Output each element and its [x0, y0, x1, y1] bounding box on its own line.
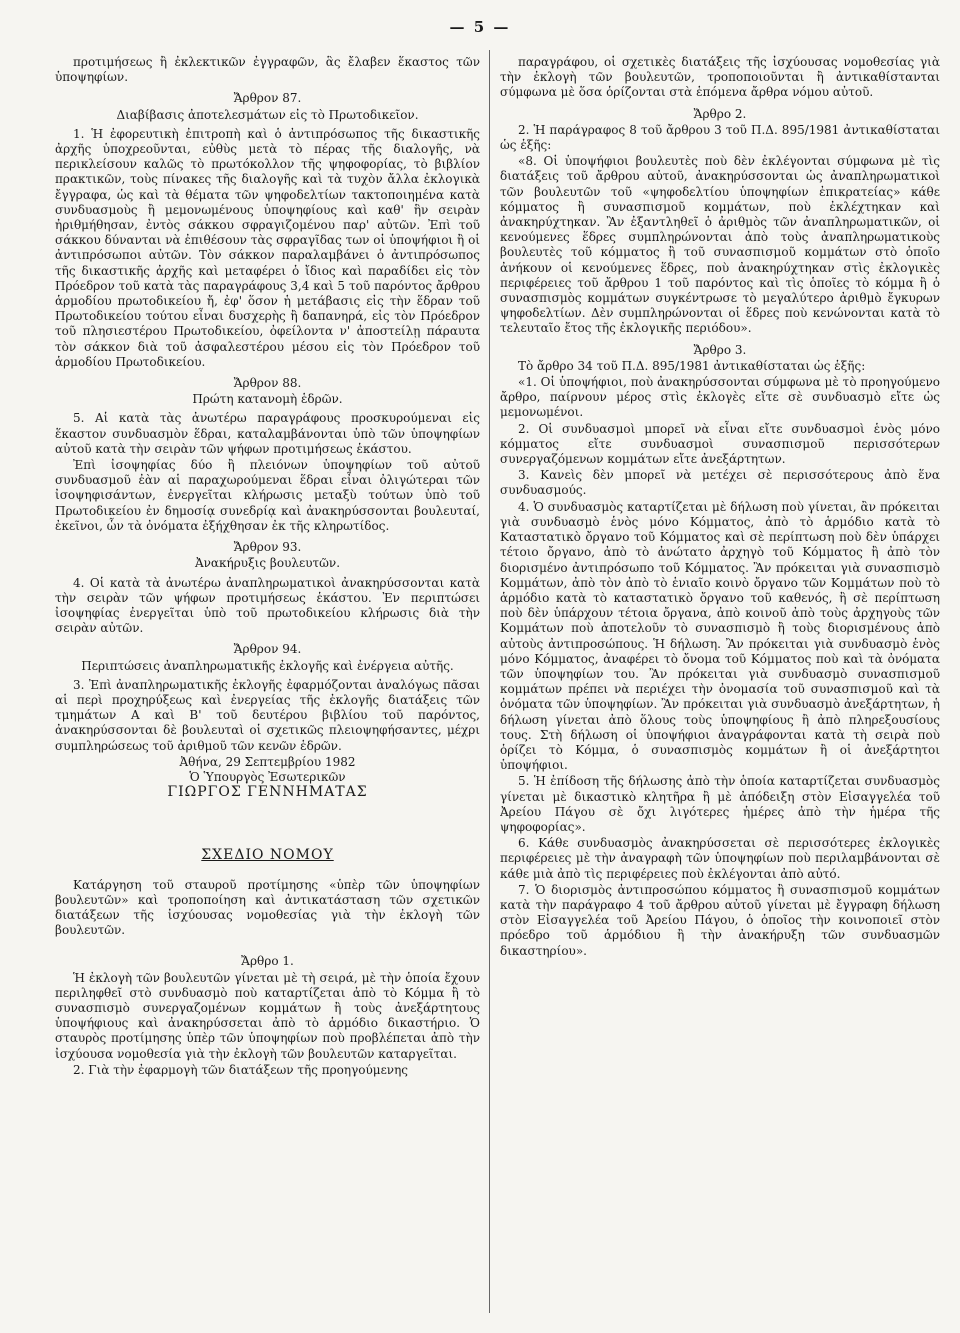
- bill-article-1-paragraph-2: 2. Γιὰ τὴν ἐφαρμογὴ τῶν διατάξεων τῆς προηγούμενης: [73, 1062, 409, 1077]
- left-paragraph: 5. Αἱ κατὰ τὰς ἀνωτέρω παραγράφους προσκυρούμεναι εἰς ἕκαστον συνδυασμὸν ἕδραι, καταλαμβάνονται ὑπὸ τῶν ὑποψηφίων αὐτοῦ κατὰ τὴν σειρὰν τῶν ψήφων προτιμήσεως ἑκάστου.: [55, 411, 480, 456]
- right-paragraph: 2. Ἡ παράγραφος 8 τοῦ ἄρθρου 3 τοῦ Π.Δ. 895/1981 ἀντικαθίσταται ὡς ἑξῆς:: [500, 122, 940, 153]
- right-column: [500, 55, 940, 1318]
- right-article-heading: Ἄρθρο 2.: [693, 106, 747, 121]
- right-paragraph: 2. Οἱ συνδυασμοὶ μπορεῖ νὰ εἶναι εἴτε συνδυασμοὶ ἑνὸς μόνο κόμματος εἴτε συνδυασμοὶ συνασπισμοῦ περισσότερων συνεργαζόμενων κομμάτων εἴτε ἀνεξάρτητων.: [500, 421, 940, 467]
- left-article-subtitle: Πρώτη κατανομὴ ἑδρῶν.: [192, 392, 343, 407]
- right-paragraph: 6. Κάθε συνδυασμὸς ἀνακηρύσσεται σὲ περισσότερες ἐκλογικὲς περιφέρειες μὲ τὴν ἀναγραφὴ τῶν ὑποψηφίων ποὺ περιλαμβάνονται σὲ κάθε μιὰ ἀπὸ τὶς περιφέρειες ποὺ ἐκλέγονται ἀπὸ αὐτό.: [500, 836, 940, 881]
- left-article-subtitle: Περιπτώσεις ἀναπληρωματικῆς ἐκλογῆς καὶ ἐνέργεια αὐτῆς.: [81, 658, 454, 673]
- bill-article-1-heading: Ἄρθρο 1.: [241, 954, 294, 969]
- left-article-heading: Ἄρθρον 87.: [233, 91, 302, 106]
- right-paragraph: 5. Ἡ ἐπίδοση τῆς δήλωσης ἀπὸ τὴν ὁποία καταρτίζεται συνδυασμὸς γίνεται μὲ δικαστικὸ κλητῆρα ἢ μὲ ἀπόδειξη στὸν Εἰσαγγελέα τοῦ Ἀρείου Πάγου σὲ ὄχι λιγότερες ἡμέρες ἀπὸ τὴν ἡμέρα τῆς ψηφοφορίας».: [500, 774, 940, 834]
- left-paragraph: 4. Οἱ κατὰ τὰ ἀνωτέρω ἀναπληρωματικοὶ ἀνακηρύσσονται κατὰ τὴν σειρὰν τῶν ψήφων προτιμήσεως ἑκάστου. Ἐν περιπτώσει ἰσοψηφίας ἐνεργεῖται ὑπὸ τοῦ πρωτοδικείου κλήρωσις διὰ τὴν σειρὰν αὐτῶν.: [55, 575, 480, 636]
- left-column-body: [55, 55, 480, 754]
- left-paragraph: προτιμήσεως ἢ ἐκλεκτικῶν ἐγγραφῶν, ἃς ἔλαβεν ἕκαστος τῶν ὑποψηφίων.: [55, 55, 480, 85]
- right-paragraph: 7. Ὁ διορισμὸς ἀντιπροσώπου κόμματος ἢ συνασπισμοῦ κομμάτων κατὰ τὴν παράγραφο 4 τοῦ ἄρθρου αὐτοῦ γίνεται μὲ ἔγγραφη δήλωση στὸν Εἰσαγγελέα τοῦ Ἀρείου Πάγου, ὁ ὁποῖος τὴν κοινοποιεῖ στὸν πρόεδρο τοῦ ἁρμόδιου ἢ τὴν ἀνακήρυξη τῶν συνδυασμῶν δικαστηρίου».: [500, 882, 940, 958]
- signature-title: Ὁ Ὑπουργὸς Ἐσωτερικῶν: [189, 769, 346, 784]
- left-paragraph: Ἐπὶ ἰσοψηφίας δύο ἢ πλειόνων ὑποψηφίων τοῦ αὐτοῦ συνδυασμοῦ ἐὰν αἱ παραχωρούμεναι ἕδραι εἶναι ὀλιγώτεραι τῶν ἰσοψηφισάντων, ἐνεργεῖται κλήρωσις μεταξὺ τούτων ὑπὸ τοῦ Πρωτοδικείου ἐν δημοσίᾳ συνεδρίᾳ καὶ ἀνακηρύσσονται βουλευταί, ἐκεῖνοι, ὧν τὰ ὀνόματα ἐξήχθησαν ἐκ τῆς κληρωτίδος.: [55, 458, 480, 533]
- right-paragraph: παραγράφου, οἱ σχετικὲς διατάξεις τῆς ἰσχύουσας νομοθεσίας γιὰ τὴν ἐκλογὴ τῶν βουλευτῶν, τροποποιοῦνται ἢ ἀντικαθίστανται σύμφωνα μὲ ὅσα ὁρίζονται στὰ ἑπόμενα ἄρθρα νόμου αὐτοῦ.: [500, 55, 940, 100]
- right-paragraph: «1. Οἱ ὑποψήφιοι, ποὺ ἀνακηρύσσονται σύμφωνα μὲ τὸ προηγούμενο ἄρθρο, παίρνουν μέρος στὶς ἐκλογὲς εἴτε σὲ συνδυασμὸ εἴτε ὡς μεμονωμένοι.: [500, 375, 940, 420]
- left-paragraph: 1. Ἡ ἐφορευτικὴ ἐπιτροπὴ καὶ ὁ ἀντιπρόσωπος τῆς δικαστικῆς ἀρχῆς ὑποχρεοῦνται, εὐθὺς μετὰ τὸ πέρας τῆς διαλογῆς, νὰ περικλείσουν καλῶς τὸ πρωτόκολλον τῆς ψηφοφορίας, τὸ βιβλίον πρακτικῶν, τοὺς πίνακες τῆς διαλογῆς καὶ τὰ τυχὸν ἄλλα ἐκλογικὰ ἔγγραφα, ὡς καὶ τὰ θέματα τῶν ψηφοδελτίων τακτοποιημένα κατὰ συνδυασμοὺς ἢ μεμονωμένους ὑποψηφίους καὶ καθ' ἣν σειρὰν ἠριθμήθησαν, ἐντὸς σάκκου σφραγιζομένου παρ' αὐτῶν. Ἐπὶ τοῦ σάκκου δύνανται νὰ ἐπιθέσουν τὰς σφραγῖδας των οἱ ὑποψήφιοι ἢ οἱ ἀντιπρόσωποι αὐτῶν. Τὸν σάκκον παραλαμβάνει ὁ ἀντιπρόσωπος τῆς δικαστικῆς ἀρχῆς καὶ μεταφέρει ὁ ἴδιος καὶ παραδίδει εἰς τὸν Πρόεδρον τοῦ κατὰ τὰς παραγράφους 3,4 καὶ 5 τοῦ παρόντος ἄρθρου ἁρμοδίου πρωτοδικείου ἤ, ἐφ' ὅσον ἡ μετάβασις εἰς τὴν ἕδραν τοῦ Πρωτοδικείου τούτου εἶναι δυσχερὴς ἢ δαπανηρά, εἰς τὸν Πρόεδρον τοῦ πλησιεστέρου Πρωτοδικείου, ὀφείλοντα ν' ἀποστείλῃ πάραυτα τὸν σάκκον διὰ τοῦ ἀσφαλεστέρου μέσου εἰς τὸν Πρόεδρον τοῦ ἁρμοδίου Πρωτοδικείου.: [55, 126, 480, 369]
- left-paragraph: 3. Ἐπὶ ἀναπληρωματικῆς ἐκλογῆς ἐφαρμόζονται ἀναλόγως πᾶσαι αἱ περὶ προχηρύξεως καὶ ἐνεργείας τῆς ἐκλογῆς διατάξεις τῶν τμημάτων Α καὶ Β' τοῦ δευτέρου βιβλίου τοῦ παρόντος, ἀνακηρύσσονται δὲ βουλευταὶ οἱ σχετικῶς πλειοψηφήσαντες, μέχρι συμπληρώσεως τοῦ ἀριθμοῦ τῶν κενῶν ἑδρῶν.: [55, 677, 480, 753]
- column-divider: [489, 50, 490, 1313]
- right-article-heading: Ἄρθρο 3.: [693, 342, 747, 357]
- left-column: [55, 55, 480, 1318]
- signature-name: ΓΙΩΡΓΟΣ ΓΕΝΝΗΜΑΤΑΣ: [167, 784, 368, 801]
- right-paragraph: 4. Ὁ συνδυασμὸς καταρτίζεται μὲ δήλωση ποὺ γίνεται, ἂν πρόκειται γιὰ συνδυασμὸ ἑνὸς μόνο Κόμματος, ἀπὸ τὸ ἁρμόδιο κατὰ τὸ Καταστατικὸ ὄργανο τοῦ Κόμματος καὶ σὲ περίπτωση ποὺ δὲν ὑπάρχει τέτοιο ὄργανο, ἀπὸ τὸ ἀνώτατο ἀρχηγὸ τοῦ Κόμματος ἢ ἀπὸ τὸν διορισμένο ἀντιπρόσωπο τοῦ Κόμματος. Ἂν πρόκειται γιὰ συνασπισμὸ Κομμάτων, ἀπὸ τὸν ἀπὸ τὸ ἑνιαῖο κοινὸ ὄργανο τῶν Κομμάτων ποὺ τὸ ἁρμόδιο κατὰ τὸ καταστατικὸ ὄργανο τοῦ καθενός, ἢ σὲ περίπτωση ποὺ δὲν ὑπάρχουν τέτοια ὄργανα, ἀπὸ κοινοῦ ἀπὸ τοὺς ἀρχηγοὺς τῶν Κομμάτων ποὺ ἀποτελοῦν τὸ συνασπισμὸ ἢ τοὺς διορισμένους ἀπὸ αὐτοὺς ἀντιπροσώπους. Ἡ δήλωση. Ἂν πρόκειται γιὰ συνδυασμὸ ἑνὸς μόνο Κόμματος, ἀναφέρει τὸ ὄνομα τοῦ Κόμματος ποὺ καὶ τὰ ὀνόματα τῶν ὑποψηφίων του. Ἂν πρόκειται γιὰ συνδυασμὸ συνασπισμοῦ κομμάτων πρέπει νὰ περιέχει τὴν ὀνομασία τοῦ συνασπισμοῦ καὶ τὰ ὀνόματα τῶν ὑποψηφίων. Ἂν πρόκειται γιὰ συνδυασμὸ ἀνεξάρτητων, ἡ δήλωση γίνεται ἀπὸ ὅλους τοὺς ὑποψηφίους ἢ ἀπὸ πληρεξουσίους τους. Στὴ δήλωση οἱ ὑποψήφιοι ἀναγράφονται κατὰ τὴ σειρὰ ποὺ ὁρίζει τὸ Κόμμα, ὁ συνασπισμὸς κομμάτων ἢ οἱ ἀνεξάρτητοι ὑποψήφιοι.: [500, 499, 940, 773]
- left-article-heading: Ἄρθρον 93.: [233, 540, 302, 555]
- left-article-heading: Ἄρθρον 94.: [233, 642, 302, 657]
- left-article-heading: Ἄρθρον 88.: [233, 376, 302, 391]
- page-number: — 5 —: [449, 18, 511, 36]
- bill-article-1-paragraph-1: Ἡ ἐκλογὴ τῶν βουλευτῶν γίνεται μὲ τὴ σειρά, μὲ τὴν ὁποία ἔχουν περιληφθεῖ στὸ συνδυασμὸ ποὺ καταρτίζεται ἀπὸ τὸ Κόμμα ἢ τὸ συνασπισμὸ συνεργαζομένων κομμάτων ἢ τοὺς ἀνεξάρτητους ὑποψήφιους καὶ ἀνακηρύσσεται ἀπὸ τὸ ἁρμόδιο δικαστήριο. Ὁ σταυρὸς προτίμησης ὑπὲρ τῶν ὑποψηφίων ποὺ προβλέπεται ἀπὸ τὴν ἰσχύουσα νομοθεσία γιὰ τὴν ἐκλογὴ τῶν βουλευτῶν καταργεῖται.: [55, 970, 480, 1061]
- bill-description: Κατάργηση τοῦ σταυροῦ προτίμησης «ὑπὲρ τῶν ὑποψηφίων βουλευτῶν» καὶ τροποποίηση καὶ ἀντικατάσταση τῶν σχετικῶν διατάξεων τῆς ἰσχύουσας νομοθεσίας γιὰ τὴν ἐκλογὴ τῶν βουλευτῶν.: [55, 877, 480, 938]
- right-paragraph: 3. Κανεὶς δὲν μπορεῖ νὰ μετέχει σὲ περισσότερους ἀπὸ ἕνα συνδυασμούς.: [500, 468, 940, 498]
- right-paragraph: Τὸ ἄρθρο 34 τοῦ Π.Δ. 895/1981 ἀντικαθίσταται ὡς ἑξῆς:: [518, 358, 866, 373]
- left-article-subtitle: Διαβίβασις ἀποτελεσμάτων εἰς τὸ Πρωτοδικεῖον.: [116, 107, 419, 122]
- left-article-subtitle: Ἀνακήρυξις βουλευτῶν.: [194, 556, 341, 571]
- right-paragraph: «8. Οἱ ὑποψήφιοι βουλευτὲς ποὺ δὲν ἐκλέγονται σύμφωνα μὲ τὶς διατάξεις τοῦ ἄρθρου αὐτοῦ, ἀνακηρύσσονται ὡς ἀναπληρωματικοὶ τῶν βουλευτῶν τοῦ «ψηφοδελτίου ὑποψηφίων ἐπικρατείας» κάθε κόμματος ἢ συνασπισμοῦ κομμάτων, ποὺ ἐκλέχτηκαν καὶ ἀνακηρύχτηκαν. Ἂν ἐξαντληθεῖ ὁ ἀριθμὸς τῶν ἀναπληρωματικῶν, οἱ κενούμενες ἕδρες συμπληρώνονται ἀπὸ τοὺς ἀναπληρωματικοὺς βουλευτὲς τοῦ κόμματος ἢ τοῦ συνασπισμοῦ κομμάτων στὸ ὁποῖο ἀνήκουν οἱ κενούμενες ἕδρες, ποὺ ἀνακηρύχτηκαν στὶς ἐκλογικὲς περιφέρειες τοῦ ἄρθρου 1 τοῦ παρόντος καὶ τὶς ὁποῖες τὸ κόμμα ἢ ὁ συνασπισμὸς κομμάτων συγκέντρωσε τὸ μεγαλύτερο ἀριθμὸ ἔγκυρων ψηφοδελτίων. Δὲν συμπληρώνονται οἱ ἕδρες ποὺ κενώνονται κατὰ τὸ τελευταῖο ἔτος τῆς ἐκλογικῆς περιόδου».: [500, 154, 940, 336]
- signature-place-date: Ἀθήνα, 29 Σεπτεμβρίου 1982: [179, 754, 356, 769]
- bill-title: ΣΧΕΔΙΟ ΝΟΜΟΥ: [201, 847, 334, 864]
- right-column-body: [500, 55, 940, 959]
